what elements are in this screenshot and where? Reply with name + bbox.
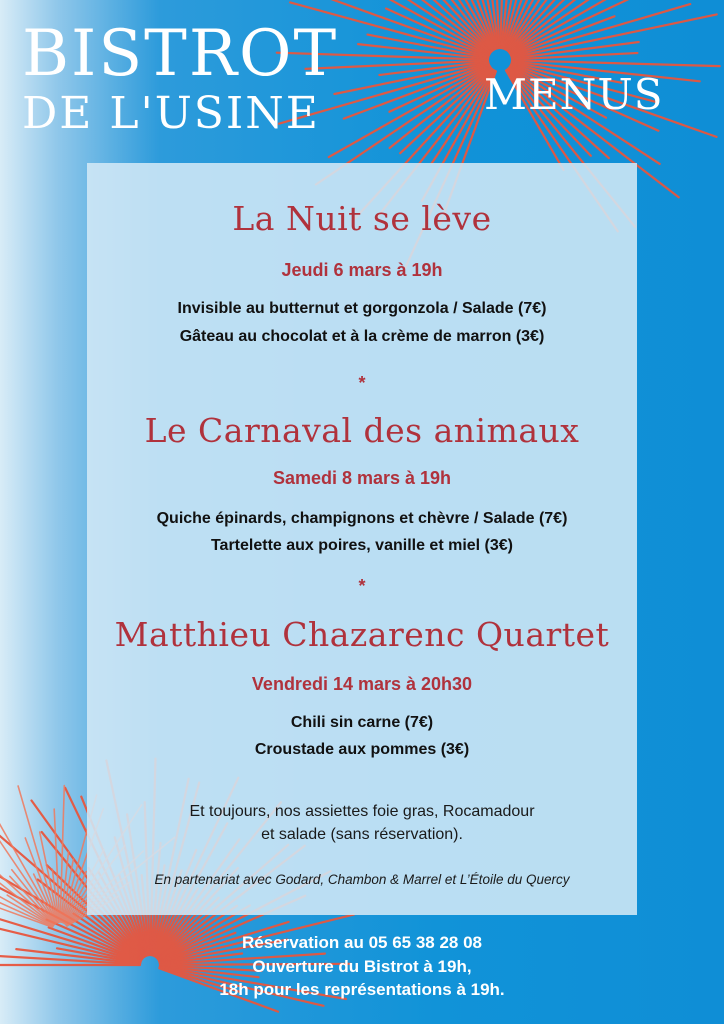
opening-hours: Ouverture du Bistrot à 19h, — [252, 956, 472, 976]
separator-asterisk: * — [358, 373, 366, 393]
dish-item: Quiche épinards, champignons et chèvre / Salade (7€) — [156, 510, 568, 527]
event-title-2: Le Carnaval des animaux — [144, 411, 580, 450]
brand-name-line1: BISTROT — [22, 17, 339, 91]
dish-item: Tartelette aux poires, vanille et miel (3€) — [210, 537, 514, 554]
performance-hours: 18h pour les représentations à 19h. — [219, 980, 505, 999]
dish-item: Croustade aux pommes (3€) — [254, 741, 470, 758]
note-line: Et toujours, nos assiettes foie gras, Rocamadour — [189, 803, 535, 820]
reservation-phone: Réservation au 05 65 38 28 08 — [241, 933, 483, 952]
separator-asterisk: * — [358, 576, 366, 596]
reservation-info — [0, 931, 724, 1002]
event-title-3: Matthieu Chazarenc Quartet — [114, 615, 610, 654]
event-date-3: Vendredi 14 mars à 20h30 — [251, 674, 473, 694]
note-line: et salade (sans réservation). — [261, 826, 463, 843]
note-text — [87, 800, 637, 846]
dish-item: Invisible au butternut et gorgonzola / Salade (7€) — [177, 300, 547, 317]
dish-item: Chili sin carne (7€) — [290, 714, 434, 731]
brand-logo — [22, 17, 339, 139]
event-date-1: Jeudi 6 mars à 19h — [281, 260, 443, 280]
event-title-1: La Nuit se lève — [232, 199, 492, 238]
brand-name-line2: DE L'USINE — [22, 88, 320, 139]
dish-item: Gâteau au chocolat et à la crème de marron (3€) — [179, 328, 545, 345]
event-date-2: Samedi 8 mars à 19h — [272, 468, 452, 488]
partnership-text: En partenariat avec Godard, Chambon & Marrel et L’Étoile du Quercy — [154, 872, 570, 887]
menu-panel — [87, 163, 637, 915]
menus-title: MENUS — [484, 70, 664, 119]
